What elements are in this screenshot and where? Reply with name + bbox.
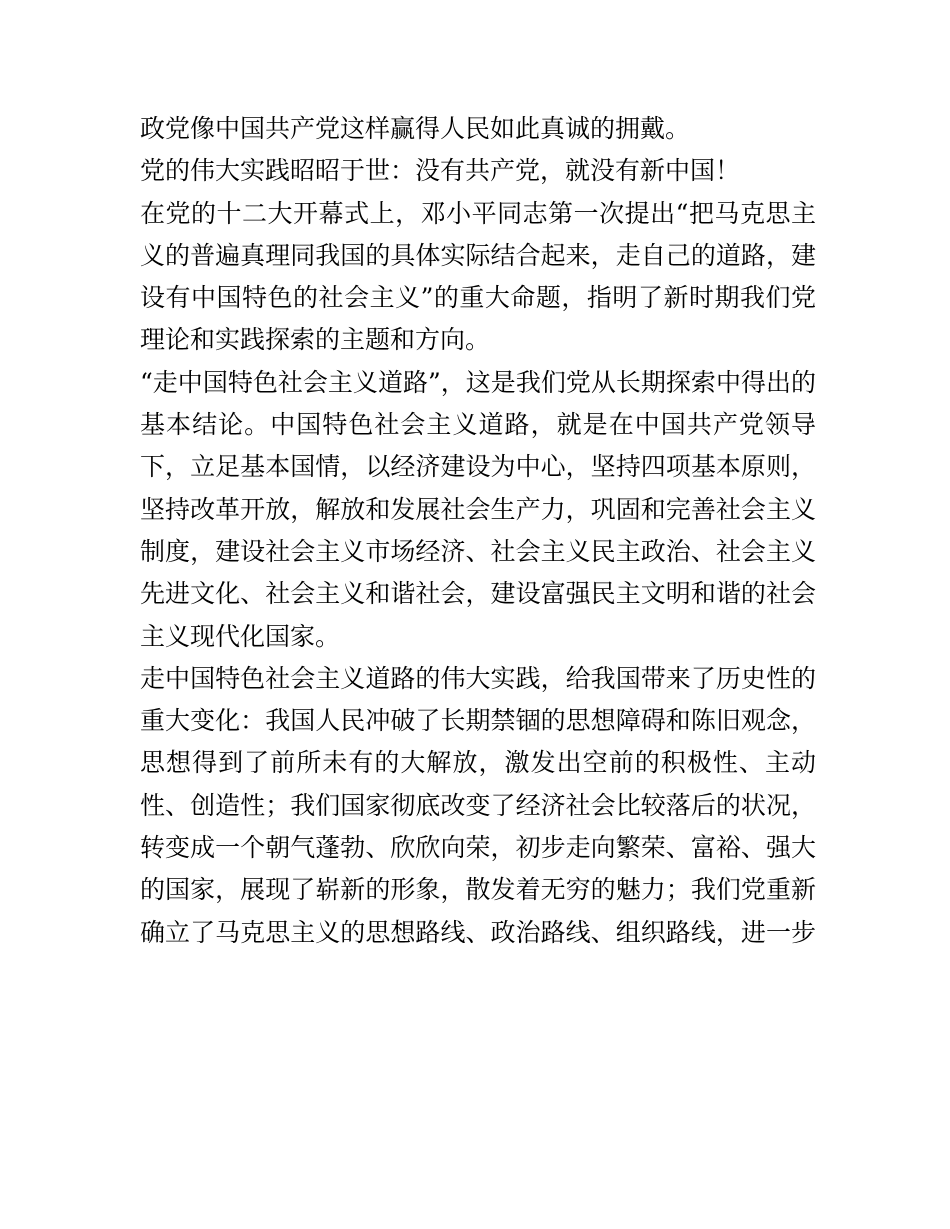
text-line: 思想得到了前所未有的大解放，激发出空前的积极性、主动 xyxy=(140,748,816,778)
text-line: 义的普遍真理同我国的具体实际结合起来，走自己的道路，建 xyxy=(140,240,816,270)
text-line: 党的伟大实践昭昭于世：没有共产党，就没有新中国！ xyxy=(140,156,741,186)
body-text xyxy=(140,108,816,954)
text-line: 走中国特色社会主义道路的伟大实践，给我国带来了历史性的 xyxy=(140,663,816,693)
text-line: 在党的十二大开幕式上，邓小平同志第一次提出“把马克思主 xyxy=(140,198,816,228)
text-line: 重大变化：我国人民冲破了长期禁锢的思想障碍和陈旧观念， xyxy=(140,706,816,736)
text-line: “走中国特色社会主义道路”，这是我们党从长期探索中得出的 xyxy=(140,367,816,397)
text-line: 基本结论。中国特色社会主义道路，就是在中国共产党领导 xyxy=(140,410,816,440)
text-line: 坚持改革开放，解放和发展社会生产力，巩固和完善社会主义 xyxy=(140,494,816,524)
text-line: 设有中国特色的社会主义”的重大命题，指明了新时期我们党 xyxy=(140,283,816,313)
text-line: 政党像中国共产党这样赢得人民如此真诚的拥戴。 xyxy=(140,114,691,143)
text-line: 的国家，展现了崭新的形象，散发着无穷的魅力；我们党重新 xyxy=(140,875,816,905)
text-line: 制度，建设社会主义市场经济、社会主义民主政治、社会主义 xyxy=(140,536,816,566)
text-line: 先进文化、社会主义和谐社会，建设富强民主文明和谐的社会 xyxy=(140,579,816,609)
text-line: 理论和实践探索的主题和方向。 xyxy=(140,325,491,355)
text-line: 转变成一个朝气蓬勃、欣欣向荣，初步走向繁荣、富裕、强大 xyxy=(140,833,816,863)
text-line: 性、创造性；我们国家彻底改变了经济社会比较落后的状况， xyxy=(140,790,816,820)
text-line: 主义现代化国家。 xyxy=(140,621,341,651)
text-line: 下，立足基本国情，以经济建设为中心，坚持四项基本原则， xyxy=(140,452,816,482)
text-line: 确立了马克思主义的思想路线、政治路线、组织路线，进一步 xyxy=(140,917,816,947)
